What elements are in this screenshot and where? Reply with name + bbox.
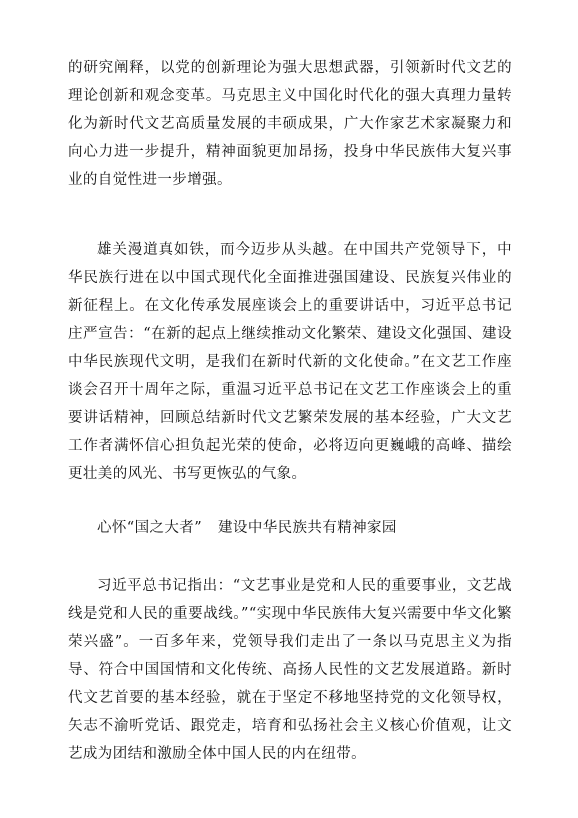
paragraph-3: 习近平总书记指出：“文艺事业是党和人民的重要事业，文艺战线是党和人民的重要战线。”“实现中华民族伟大复兴需要中华文化繁荣兴盛”。一百多年来，党领导我们走出了一条以马克思主义为指导、符合中国国情和文化传统、高扬人民性的文艺发展道路。新时代文艺首要的基本经验，就在于坚定不移地坚持党的文化领导权，矢志不渝听党话、跟党走，培育和弘扬社会主义核心价值观，让文艺成为团结和激励全体中国人民的内在纽带。 [68, 578, 512, 762]
paragraph-2: 雄关漫道真如铁，而今迈步从头越。在中国共产党领导下，中华民族行进在以中国式现代化全面推进强国建设、民族复兴伟业的新征程上。在文化传承发展座谈会上的重要讲话中，习近平总书记庄严宣告：“在新的起点上继续推动文化繁荣、建设文化强国、建设中华民族现代文明，是我们在新时代新的文化使命。”在文艺工作座谈会召开十周年之际，重温习近平总书记在文艺工作座谈会上的重要讲话精神，回顾总结新时代文艺繁荣发展的基本经验，广大文艺工作者满怀信心担负起光荣的使命，必将迈向更巍峨的高峰、描绘更壮美的风光、书写更恢弘的气象。 [68, 242, 512, 482]
section-heading-part2: 建设中华民族共有精神家园 [218, 520, 397, 536]
section-heading [68, 514, 512, 542]
section-heading-part1: 心怀“国之大者” [97, 520, 203, 536]
paragraph-1: 的研究阐释，以党的创新理论为强大思想武器，引领新时代文艺的理论创新和观念变革。马克思主义中国化时代化的强大真理力量转化为新时代文艺高质量发展的丰硕成果，广大作家艺术家凝聚力和向心力进一步提升，精神面貌更加昂扬，投身中华民族伟大复兴事业的自觉性进一步增强。 [68, 60, 512, 188]
